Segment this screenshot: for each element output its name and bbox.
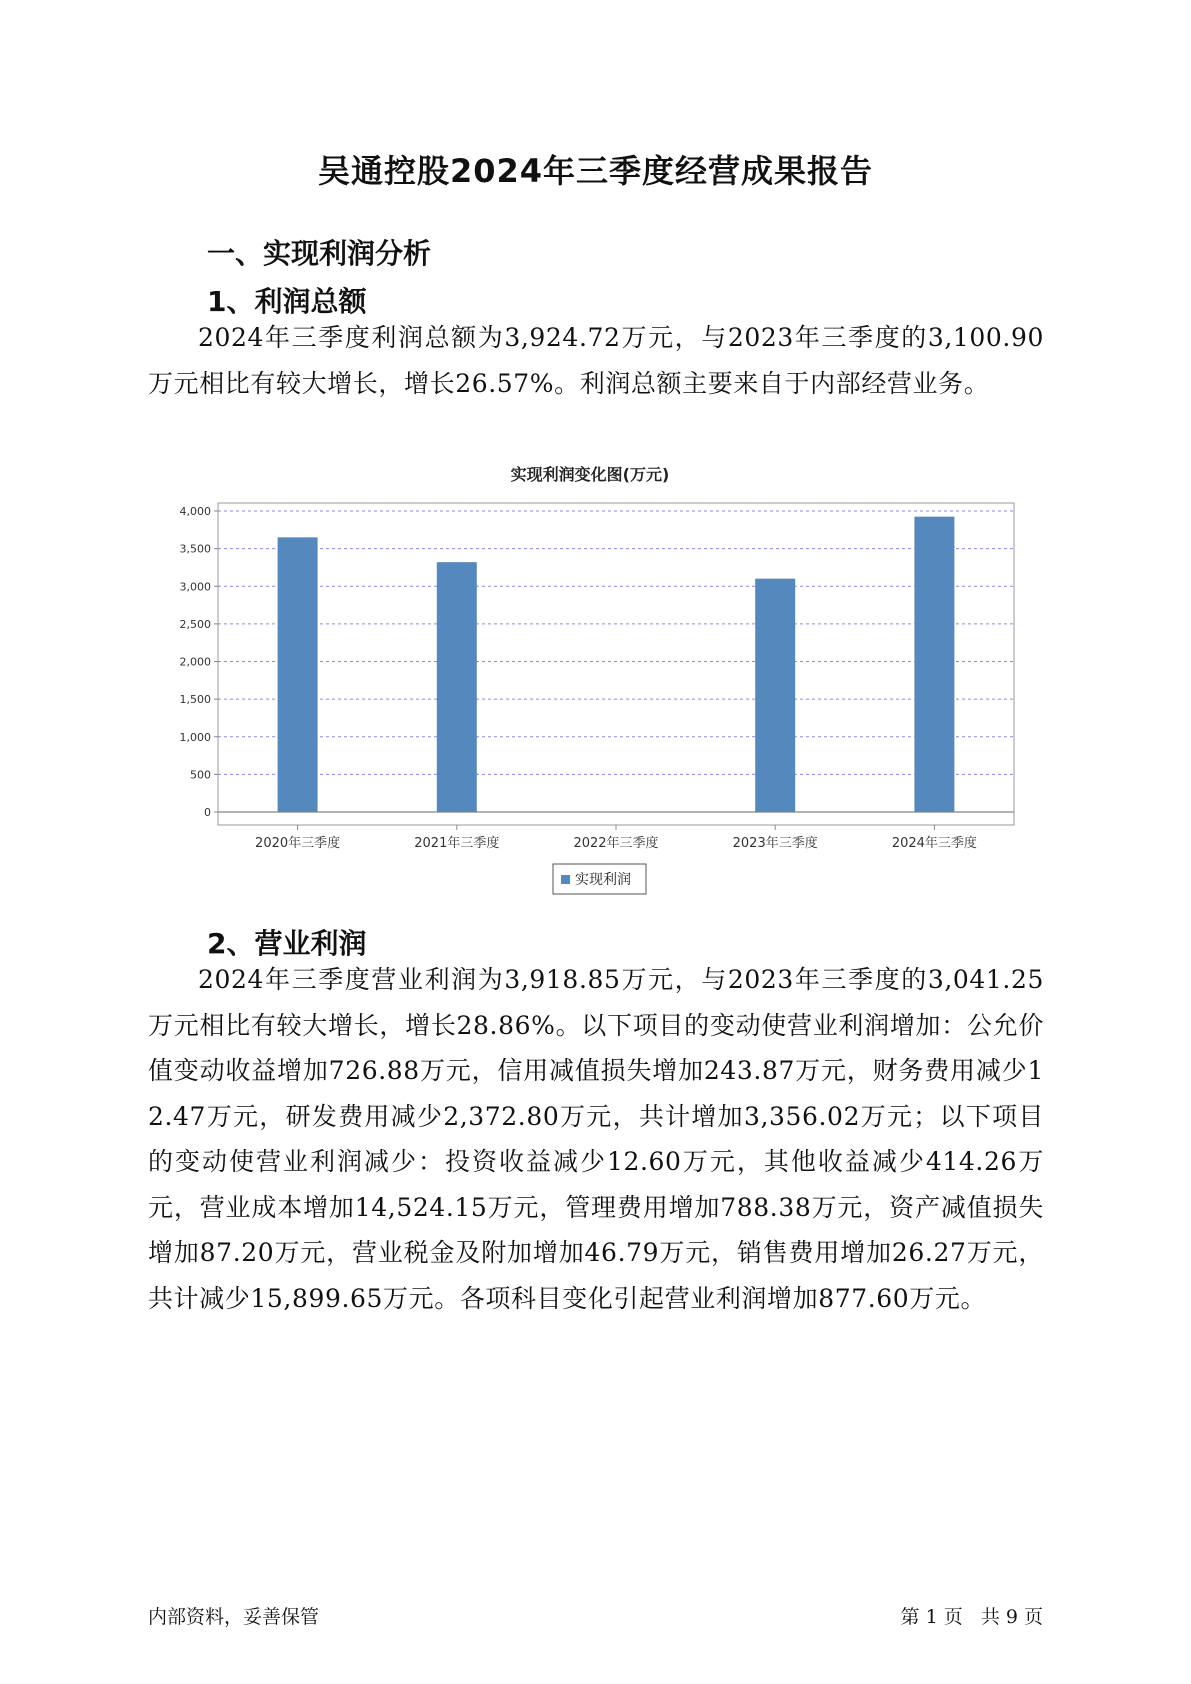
y-tick-label: 2,000	[179, 655, 211, 669]
y-tick-label: 1,500	[179, 693, 211, 707]
y-tick-label: 0	[204, 806, 211, 819]
x-tick-label: 2022年三季度	[573, 836, 659, 851]
bar	[914, 517, 954, 812]
y-tick-label: 3,000	[179, 580, 211, 594]
chart-legend	[553, 864, 646, 894]
total-profit-paragraph: 2024年三季度利润总额为3,924.72万元，与2023年三季度的3,100.90万元相比有较大增长，增长26.57%。利润总额主要来自于内部经营业务。	[148, 323, 1044, 398]
bar	[755, 579, 795, 812]
footer-confidential-note: 内部资料，妥善保管	[148, 1606, 320, 1628]
x-axis-ticks	[255, 825, 977, 851]
footer-page-number: 第 1 页 共 9 页	[900, 1606, 1043, 1628]
section-heading-profit-analysis: 一、实现利润分析	[207, 237, 432, 270]
chart-gridlines	[218, 511, 1014, 812]
y-tick-label: 3,500	[179, 542, 211, 556]
y-tick-label: 500	[190, 768, 211, 782]
x-tick-label: 2021年三季度	[414, 836, 500, 851]
chart-title: 实现利润变化图(万元)	[510, 465, 670, 484]
bar	[278, 537, 318, 812]
chart-bars	[278, 517, 955, 812]
subsection-heading-operating-profit: 2、营业利润	[207, 927, 367, 960]
page-title: 吴通控股2024年三季度经营成果报告	[317, 152, 874, 190]
x-tick-label: 2023年三季度	[732, 836, 818, 851]
profit-bar-chart	[150, 458, 1030, 898]
y-axis-ticks	[180, 505, 219, 819]
legend-label: 实现利润	[575, 872, 631, 888]
y-tick-label: 4,000	[179, 505, 211, 518]
bar	[437, 562, 477, 812]
y-tick-label: 1,000	[179, 730, 211, 744]
x-tick-label: 2024年三季度	[891, 836, 977, 851]
plot-frame	[218, 503, 1014, 825]
subsection-heading-total-profit: 1、利润总额	[207, 285, 367, 318]
x-tick-label: 2020年三季度	[255, 836, 341, 851]
legend-swatch	[561, 875, 570, 884]
y-tick-label: 2,500	[179, 617, 211, 631]
operating-profit-paragraph: 2024年三季度营业利润为3,918.85万元，与2023年三季度的3,041.25万元相比有较大增长，增长28.86%。以下项目的变动使营业利润增加：公允价值变动收益增加726.88万元，信用减值损失增加243.87万元，财务费用减少12.47万元，研发费用减少2,372.80万元，共计增加3,356.02万元；以下项目的变动使营业利润减少：投资收益减少12.60万元，其他收益减少414.26万元，营业成本增加14,524.15万元，管理费用增加788.38万元，资产减值损失增加87.20万元，营业税金及附加增加46.79万元，销售费用增加26.27万元，共计减少15,899.65万元。各项科目变化引起营业利润增加877.60万元。	[148, 965, 1044, 1313]
